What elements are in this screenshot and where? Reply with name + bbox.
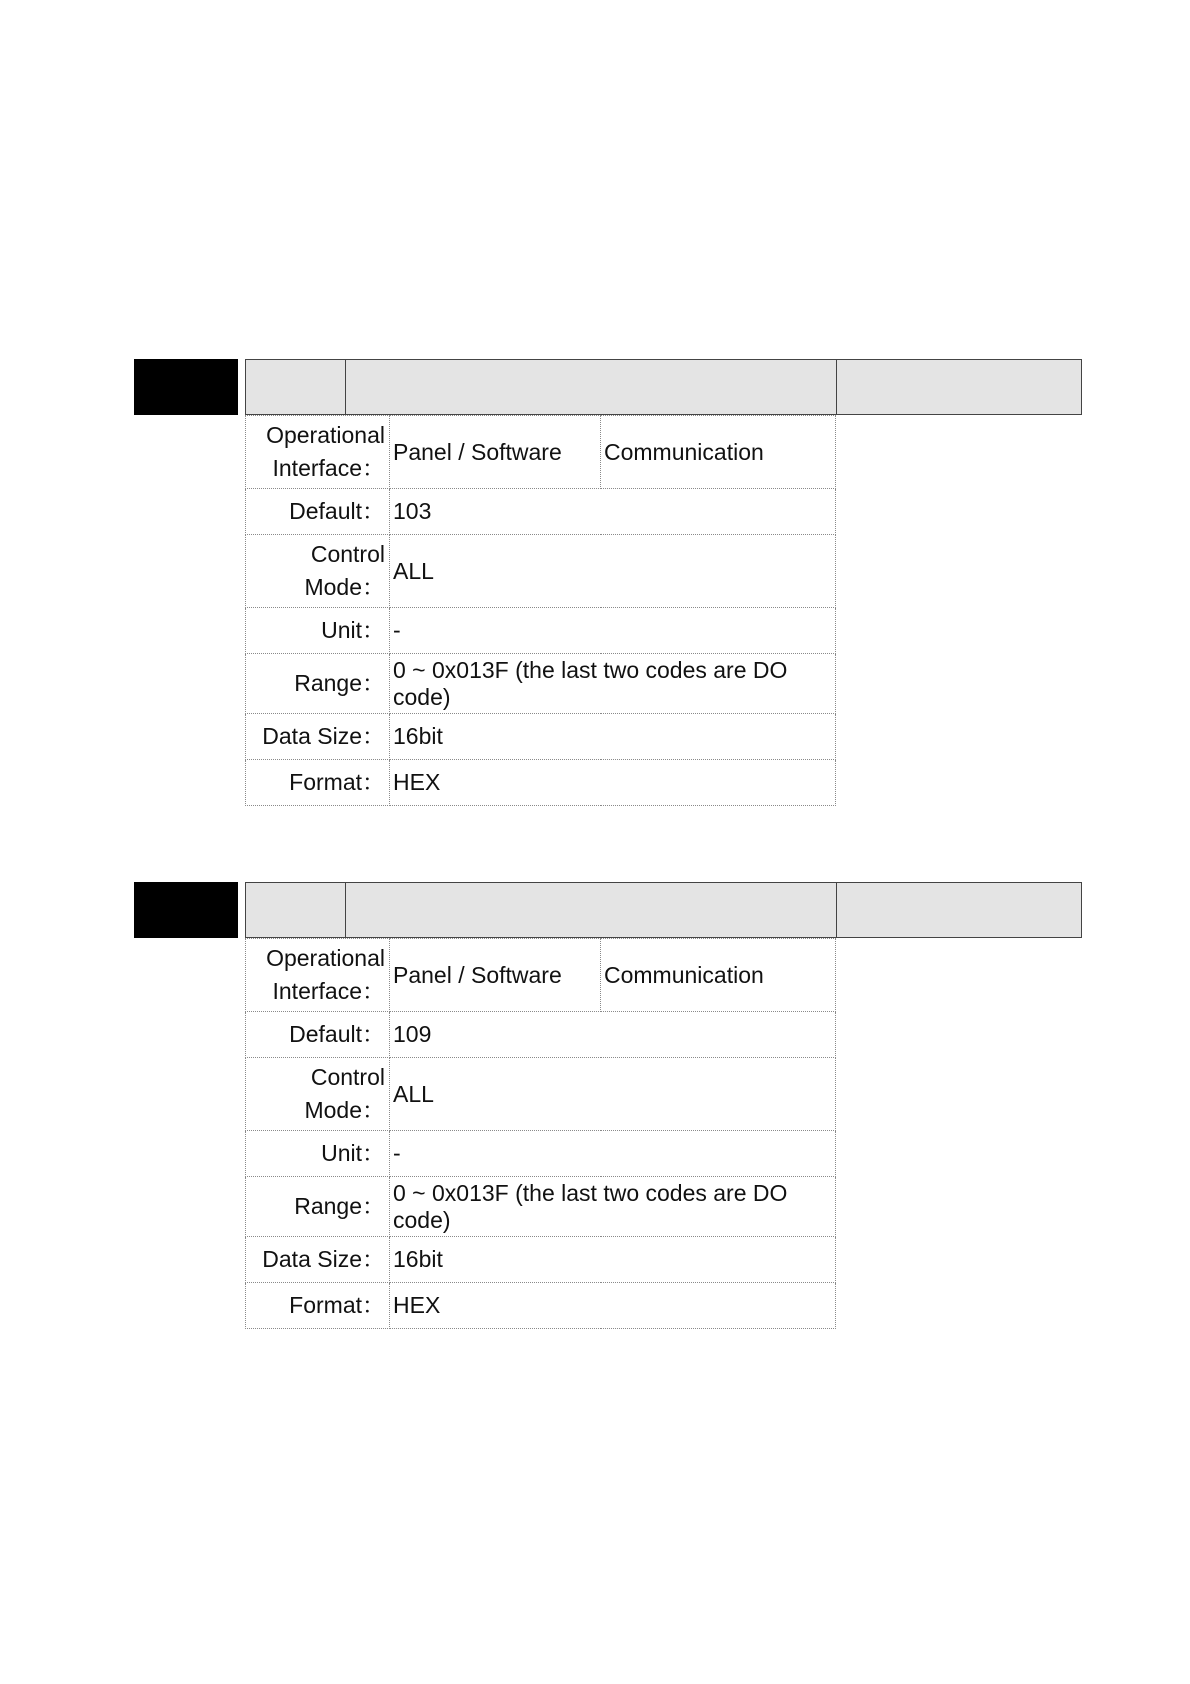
table-row (246, 1131, 836, 1177)
header-cell-reference (837, 360, 1081, 414)
table-row (246, 1012, 836, 1058)
data-size-value: 16bit (390, 1237, 836, 1283)
format-label: Format： (246, 760, 390, 806)
control-mode-label (246, 535, 390, 608)
table-row (246, 416, 836, 489)
parameter-header (245, 882, 1082, 938)
header-cell-name (346, 883, 837, 937)
label-line: Control (310, 1064, 385, 1090)
default-label: Default： (246, 489, 390, 535)
table-row (246, 760, 836, 806)
parameter-info-table (245, 938, 836, 1329)
unit-value: - (390, 608, 836, 654)
data-size-label: Data Size： (246, 714, 390, 760)
table-row (246, 489, 836, 535)
table-row (246, 535, 836, 608)
data-size-value: 16bit (390, 714, 836, 760)
range-label: Range： (246, 1177, 390, 1237)
operational-interface-label (246, 416, 390, 489)
range-label: Range： (246, 654, 390, 714)
header-cell-address (246, 883, 346, 937)
table-row (246, 1237, 836, 1283)
default-label: Default： (246, 1012, 390, 1058)
label-line: Mode： (304, 574, 385, 600)
unit-label: Unit： (246, 608, 390, 654)
table-row (246, 1283, 836, 1329)
interface-panel-value: Panel / Software (390, 416, 601, 489)
label-line: Interface： (272, 978, 385, 1004)
table-row (246, 654, 836, 714)
interface-panel-value: Panel / Software (390, 939, 601, 1012)
unit-value: - (390, 1131, 836, 1177)
table-row (246, 714, 836, 760)
range-value: 0 ~ 0x013F (the last two codes are DO code) (390, 1177, 836, 1237)
parameter-header (245, 359, 1082, 415)
table-row (246, 608, 836, 654)
format-value: HEX (390, 760, 836, 806)
label-line: Operational (266, 945, 385, 971)
default-value: 109 (390, 1012, 836, 1058)
operational-interface-label (246, 939, 390, 1012)
control-mode-value: ALL (390, 535, 836, 608)
parameter-code-tab (134, 359, 238, 415)
format-label: Format： (246, 1283, 390, 1329)
label-line: Mode： (304, 1097, 385, 1123)
parameter-info-table (245, 415, 836, 806)
format-value: HEX (390, 1283, 836, 1329)
data-size-label: Data Size： (246, 1237, 390, 1283)
label-line: Operational (266, 422, 385, 448)
table-row (246, 1177, 836, 1237)
unit-label: Unit： (246, 1131, 390, 1177)
range-value: 0 ~ 0x013F (the last two codes are DO code) (390, 654, 836, 714)
control-mode-label (246, 1058, 390, 1131)
table-row (246, 939, 836, 1012)
header-cell-address (246, 360, 346, 414)
header-cell-name (346, 360, 837, 414)
interface-comm-value: Communication (601, 416, 836, 489)
control-mode-value: ALL (390, 1058, 836, 1131)
interface-comm-value: Communication (601, 939, 836, 1012)
header-cell-reference (837, 883, 1081, 937)
parameter-code-tab (134, 882, 238, 938)
label-line: Control (310, 541, 385, 567)
table-row (246, 1058, 836, 1131)
label-line: Interface： (272, 455, 385, 481)
default-value: 103 (390, 489, 836, 535)
